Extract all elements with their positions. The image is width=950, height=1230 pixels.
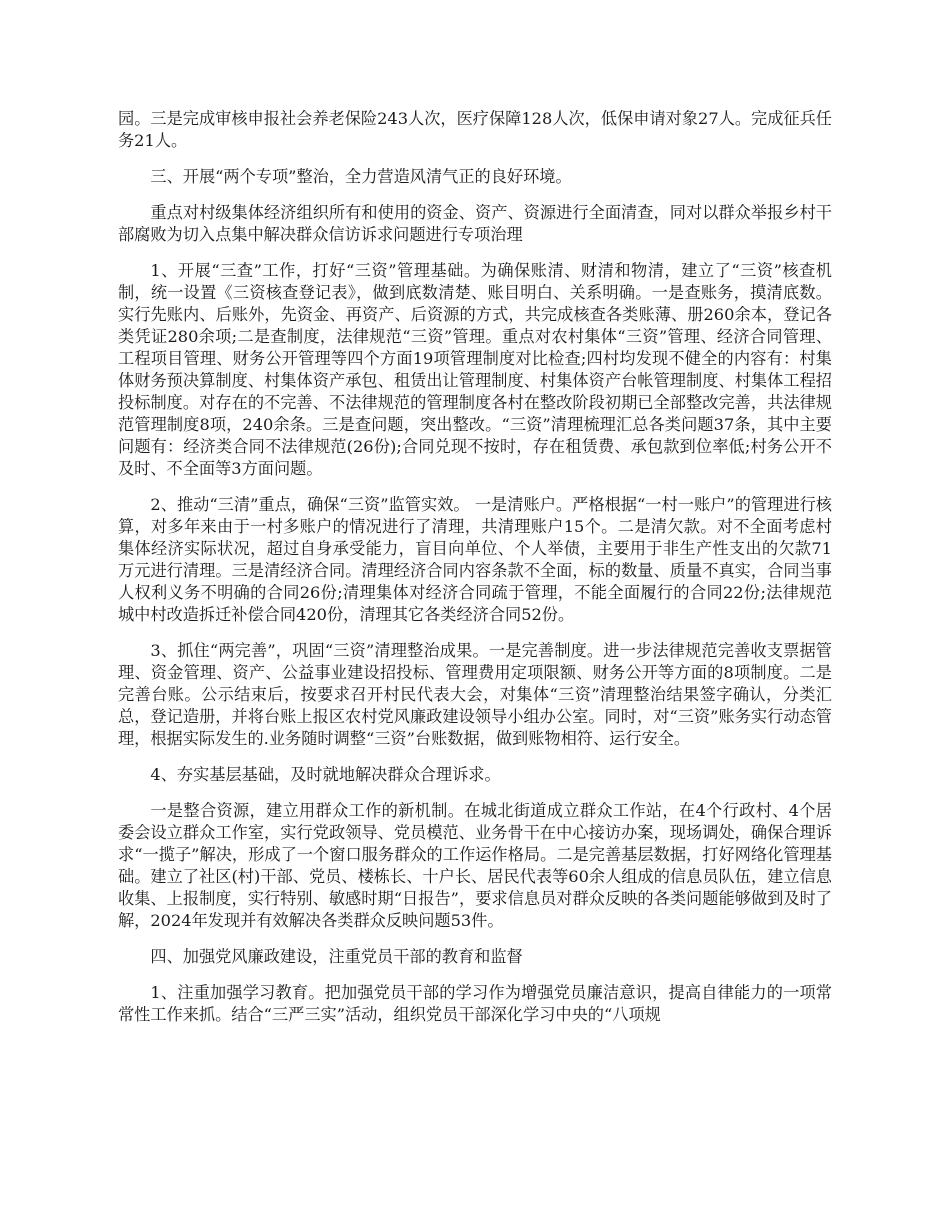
- section-heading-3: 三、开展“两个专项”整治，全力营造风清气正的良好环境。: [150, 167, 572, 186]
- paragraph-8: 一是整合资源，建立用群众工作的新机制。在城北街道成立群众工作站，在4个行政村、4个居委会设立群众工作室，实行党政领导、党员模范、业务骨干在中心接访办案，现场调处，确保合理诉求“一揽子”解决，形成了一个窗口服务群众的工作运作格局。二是完善基层数据，打好网络化管理基础。建立了社区(村)干部、党员、楼栋长、十户长、居民代表等60余人组成的信息员队伍，建立信息收集、上报制度，实行特别、敏感时期“日报告”，要求信息员对群众反映的各类问题能够做到及时了解，2024年发现并有效解决各类群众反映问题53件。: [118, 801, 832, 930]
- paragraph-6: 3、抓住“两完善”，巩固“三资”清理整治成果。一是完善制度。进一步法律规范完善收支票据管理、资金管理、资产、公益事业建设招投标、管理费用定项限额、财务公开等方面的8项制度。二是完善台账。公示结束后，按要求召开村民代表大会，对集体“三资”清理整治结果签字确认，分类汇总，登记造册，并将台账上报区农村党风廉政建设领导小组办公室。同时，对“三资”账务实行动态管理，根据实际发生的.业务随时调整“三资”台账数据，做到账物相符、运行安全。: [118, 641, 832, 748]
- paragraph-4: 1、开展“三查”工作，打好“三资”管理基础。为确保账清、财清和物清，建立了“三资”核查机制，统一设置《三资核查登记表》，做到底数清楚、账目明白、关系明确。一是查账务，摸清底数。实行先账内、后账外，先资金、再资产、后资源的方式，共完成核查各类账薄、册260余本，登记各类凭证280余项;二是查制度，法律规范“三资”管理。重点对农村集体“三资”管理、经济合同管理、工程项目管理、财务公开管理等四个方面19项管理制度对比检查;四村均发现不健全的内容有：村集体财务预决算制度、村集体资产承包、租赁出让管理制度、村集体资产台帐管理制度、村集体工程招投标制度。对存在的不完善、不法律规范的管理制度各村在整改阶段初期已全部整改完善，共法律规范管理制度8项，240余条。三是查问题，突出整改。“三资”清理梳理汇总各类问题37条，其中主要问题有：经济类合同不法律规范(26份);合同兑现不按时，存在租赁费、承包款到位率低;村务公开不及时、不全面等3方面问题。: [118, 261, 832, 478]
- paragraph-7: 4、夯实基层基础，及时就地解决群众合理诉求。: [150, 765, 501, 784]
- section-heading-4: 四、加强党风廉政建设，注重党员干部的教育和监督: [150, 947, 523, 966]
- paragraph-3: 重点对村级集体经济组织所有和使用的资金、资产、资源进行全面清查，同对以群众举报乡村干部腐败为切入点集中解决群众信访诉求问题进行专项治理: [118, 203, 832, 244]
- paragraph-10: 1、注重加强学习教育。把加强党员干部的学习作为增强党员廉洁意识，提高自律能力的一项常常性工作来抓。结合“三严三实”活动，组织党员干部深化学习中央的“八项规: [118, 983, 832, 1024]
- paragraph-5: 2、推动“三清”重点，确保“三资”监管实效。 一是清账户。严格根据“一村一账户”的管理进行核算，对多年来由于一村多账户的情况进行了清理，共清理账户15个。二是清欠款。对不全面考虑村集体经济实际状况，超过自身承受能力，盲目向单位、个人举债，主要用于非生产性支出的欠款71万元进行清理。三是清经济合同。清理经济合同内容条款不全面，标的数量、质量不真实，合同当事人权利义务不明确的合同26份;清理集体对经济合同疏于管理，不能全面履行的合同22份;法律规范城中村改造拆迁补偿合同420份，清理其它各类经济合同52份。: [118, 495, 832, 624]
- paragraph-1: 园。三是完成审核申报社会养老保险243人次，医疗保障128人次，低保申请对象27人。完成征兵任务21人。: [118, 109, 832, 150]
